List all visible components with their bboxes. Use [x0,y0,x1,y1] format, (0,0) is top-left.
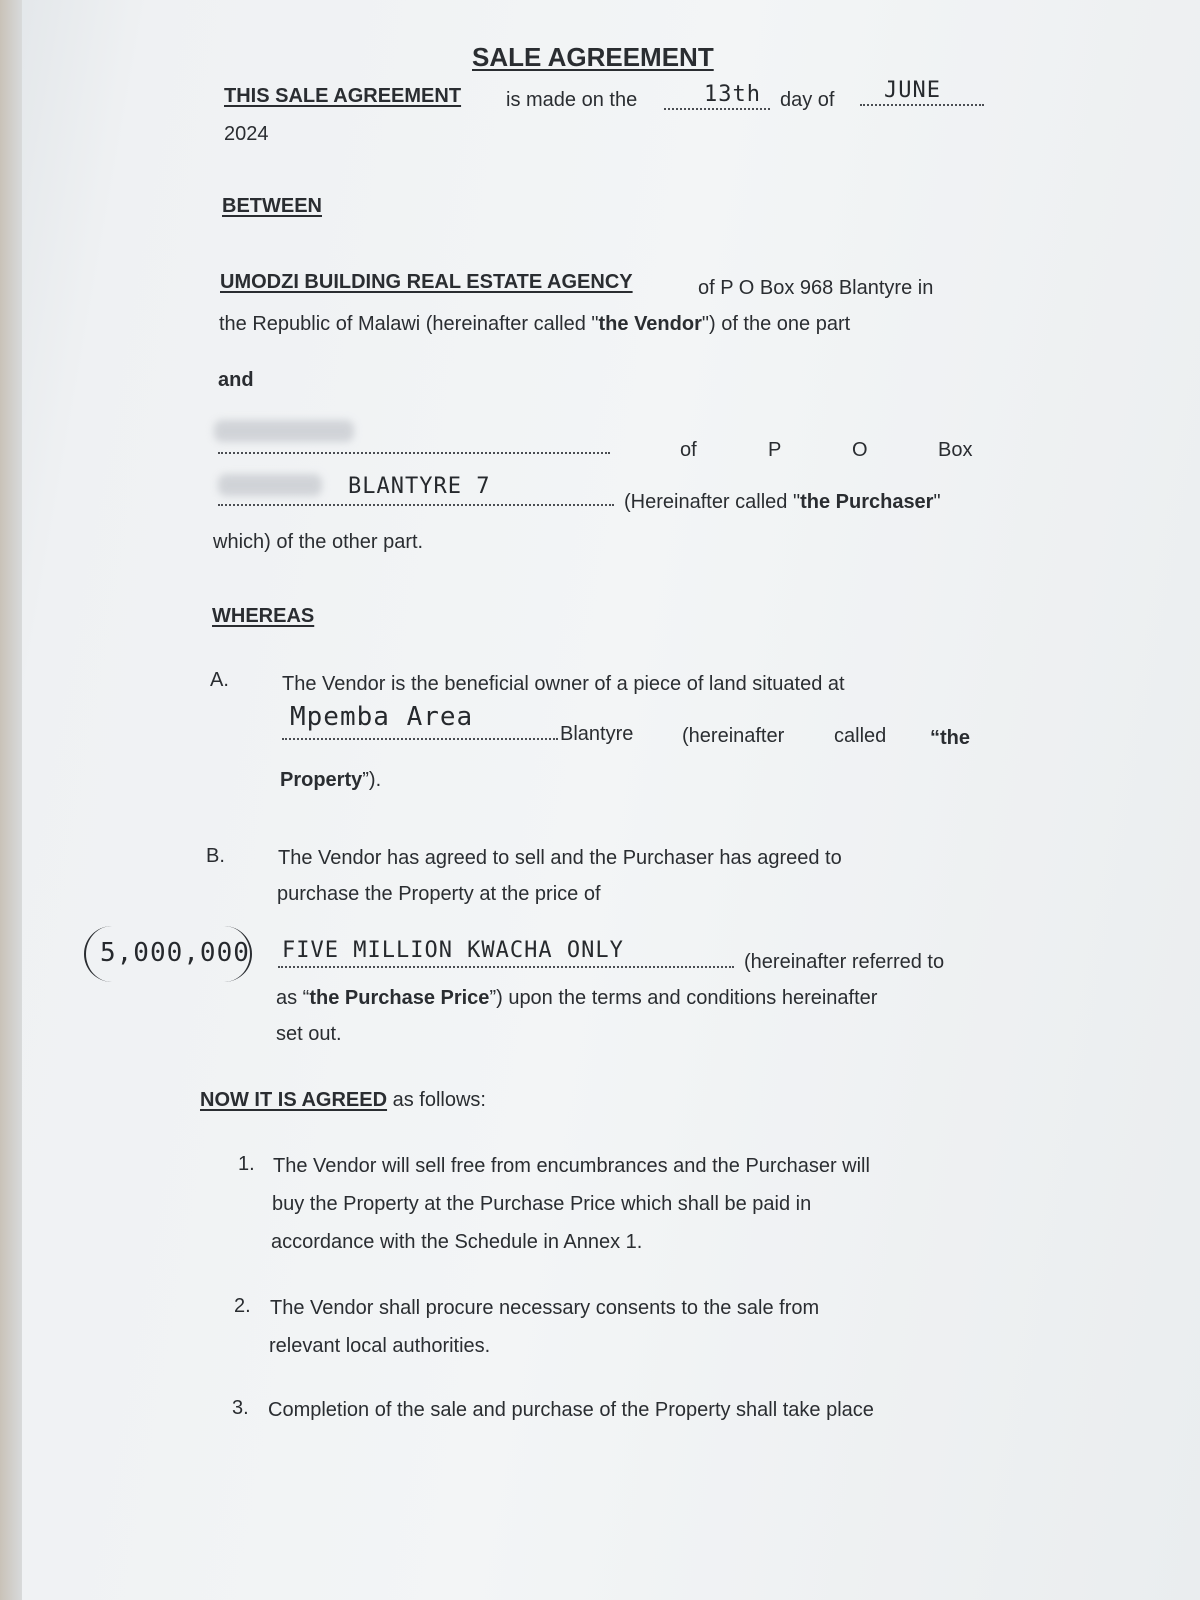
day-handwritten: 13th [704,82,761,107]
clause-a-property-close: ”). [362,769,382,791]
month-dotted-line [860,104,984,106]
clause-a-the: “the [930,727,970,749]
item-2-line1: The Vendor shall procure necessary consents to the sale from [270,1297,820,1319]
purchase-price-defined-term: the Purchase Price [309,987,490,1009]
purchaser-address-dotted-line [218,504,614,506]
month-handwritten: JUNE [884,78,941,103]
clause-a-called: called [834,725,887,747]
purchaser-box: Box [938,439,973,461]
amount-words-dotted-line [278,966,734,968]
location-handwritten: Mpemba Area [290,702,474,732]
purchaser-other-part: which) of the other part. [213,531,424,553]
purchaser-defined-term: the Purchaser [800,491,934,513]
clause-a-line1: The Vendor is the beneficial owner of a piece of land situated at [282,673,845,695]
clause-a-blantyre: Blantyre [560,723,634,745]
whereas-heading: WHEREAS [212,605,315,627]
intro-lead: THIS SALE AGREEMENT [224,85,462,107]
agreed-heading: NOW IT IS AGREED [200,1089,388,1111]
vendor-defined-term: the Vendor [598,313,702,335]
item-1-line3: accordance with the Schedule in Annex 1. [271,1231,643,1253]
clause-b-as-close: ”) upon the terms and conditions hereinafter [489,987,878,1009]
intro-made-on: is made on the [506,89,638,111]
purchaser-of: of [680,439,697,461]
clause-b-as-open: as “ [276,987,310,1009]
vendor-line2-c: ") of the one part [701,313,851,335]
item-1-line2: buy the Property at the Purchase Price which shall be paid in [272,1193,812,1215]
vendor-line2-a: the Republic of Malawi (hereinafter called " [219,313,599,335]
redacted-box-number [218,474,322,496]
purchaser-hereinafter-a: (Hereinafter called " [624,491,801,513]
agreed-line [200,1090,486,1110]
purchaser-place-handwritten: BLANTYRE 7 [348,474,491,499]
item-3-number: 3. [232,1397,249,1419]
between-heading: BETWEEN [222,195,322,217]
clause-b-line1: The Vendor has agreed to sell and the Purchaser has agreed to [278,847,842,869]
clause-b-set-out: set out. [276,1023,342,1045]
item-3-line1: Completion of the sale and purchase of the Property shall take place [268,1399,874,1421]
intro-day-of: day of [780,89,835,111]
vendor-name: UMODZI BUILDING REAL ESTATE AGENCY [220,271,633,293]
purchaser-name-dotted-line [218,452,610,454]
vendor-line2 [219,314,850,334]
property-defined-term: Property [280,769,363,791]
item-2-number: 2. [234,1295,251,1317]
intro-year: 2024 [224,123,269,145]
clause-b-line2: purchase the Property at the price of [277,883,601,905]
item-2-line2: relevant local authorities. [269,1335,491,1357]
day-dotted-line [664,108,770,110]
purchaser-hereinafter-c: " [933,491,941,513]
amount-words-handwritten: FIVE MILLION KWACHA ONLY [282,938,624,963]
purchaser-p: P [768,439,782,461]
and-label: and [218,369,254,391]
clause-a-marker: A. [210,669,229,691]
purchaser-hereinafter [624,492,941,512]
redacted-purchaser-name [214,420,354,442]
amount-numeric-handwritten: 5,000,000 [100,938,250,968]
item-1-line1: The Vendor will sell free from encumbrances and the Purchaser will [273,1155,870,1177]
purchaser-o: O [852,439,868,461]
location-dotted-line [282,738,558,740]
document-title: SALE AGREEMENT [472,42,714,72]
agreed-rest: as follows: [392,1089,486,1111]
clause-b-purchase-price-line [276,988,877,1008]
clause-b-referred: (hereinafter referred to [744,951,945,973]
item-1-number: 1. [238,1153,255,1175]
clause-a-property-line [280,770,381,790]
vendor-address-line1: of P O Box 968 Blantyre in [698,277,934,299]
clause-b-marker: B. [206,845,225,867]
clause-a-hereinafter: (hereinafter [682,725,785,747]
page-shadow-edge [0,0,22,1600]
